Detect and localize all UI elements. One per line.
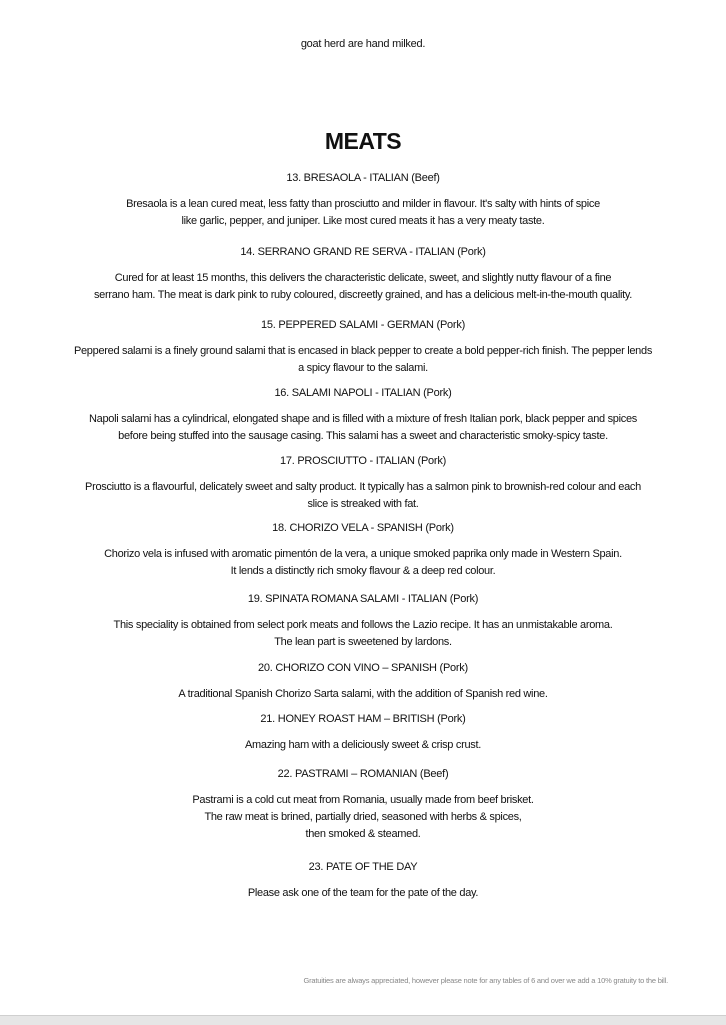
menu-item <box>0 660 726 703</box>
item-description <box>0 479 726 513</box>
continued-text: goat herd are hand milked. <box>300 38 426 50</box>
item-heading: 19. SPINATA ROMANA SALAMI - ITALIAN (Pork) <box>247 593 479 605</box>
description-line: before being stuffed into the sausage casing. This salami has a sweet and characteristic smoky-spicy taste. <box>118 430 608 442</box>
description-line: Amazing ham with a deliciously sweet & crisp crust. <box>245 739 481 751</box>
item-heading: 17. PROSCIUTTO - ITALIAN (Pork) <box>279 455 447 467</box>
description-line: Please ask one of the team for the pate of the day. <box>247 887 479 899</box>
description-line: a spicy flavour to the salami. <box>298 362 428 374</box>
menu-item <box>0 244 726 304</box>
item-description <box>0 196 726 230</box>
menu-item <box>0 453 726 513</box>
menu-item <box>0 520 726 580</box>
item-heading: 23. PATE OF THE DAY <box>308 861 418 873</box>
description-line: like garlic, pepper, and juniper. Like most cured meats it has a very meaty taste. <box>181 215 545 227</box>
item-description <box>0 792 726 843</box>
gratuity-note: Gratuities are always appreciated, however please note for any tables of 6 and over we add a 10% gratuity to the bill. <box>303 976 668 985</box>
item-heading: 13. BRESAOLA - ITALIAN (Beef) <box>286 172 440 184</box>
description-line: Bresaola is a lean cured meat, less fatty than prosciutto and milder in flavour. It's salty with hints of spice <box>126 198 600 210</box>
menu-item <box>0 711 726 754</box>
description-line: slice is streaked with fat. <box>307 498 419 510</box>
description-line: then smoked & steamed. <box>305 828 421 840</box>
item-heading: 18. CHORIZO VELA - SPANISH (Pork) <box>272 522 454 534</box>
description-line: Napoli salami has a cylindrical, elongated shape and is filled with a mixture of fresh Italian pork, black pepper and spices <box>89 413 637 425</box>
menu-item <box>0 170 726 230</box>
description-line: It lends a distinctly rich smoky flavour & a deep red colour. <box>230 565 496 577</box>
description-line: Cured for at least 15 months, this delivers the characteristic delicate, sweet, and slightly nutty flavour of a fine <box>114 272 612 284</box>
item-description <box>0 686 726 703</box>
description-line: This speciality is obtained from select pork meats and follows the Lazio recipe. It has an unmistakable aroma. <box>113 619 613 631</box>
item-heading: 15. PEPPERED SALAMI - GERMAN (Pork) <box>261 319 465 331</box>
menu-item <box>0 385 726 445</box>
item-description <box>0 270 726 304</box>
item-description <box>0 737 726 754</box>
description-line: The raw meat is brined, partially dried, seasoned with herbs & spices, <box>204 811 522 823</box>
menu-item <box>0 317 726 377</box>
description-line: A traditional Spanish Chorizo Sarta salami, with the addition of Spanish red wine. <box>178 688 548 700</box>
description-line: Prosciutto is a flavourful, delicately sweet and salty product. It typically has a salmon pink to brownish-red colour and each <box>85 481 641 493</box>
item-heading: 16. SALAMI NAPOLI - ITALIAN (Pork) <box>274 387 452 399</box>
menu-item <box>0 766 726 843</box>
item-description <box>0 546 726 580</box>
item-description <box>0 411 726 445</box>
section-title: MEATS <box>324 128 402 154</box>
description-line: Peppered salami is a finely ground salami that is encased in black pepper to create a bold pepper-rich finish. The pepper lends <box>73 345 653 357</box>
item-description <box>0 617 726 651</box>
item-description <box>0 343 726 377</box>
item-description <box>0 885 726 902</box>
description-line: Pastrami is a cold cut meat from Romania, usually made from beef brisket. <box>192 794 534 806</box>
menu-item <box>0 591 726 651</box>
description-line: The lean part is sweetened by lardons. <box>274 636 452 648</box>
description-line: Chorizo vela is infused with aromatic pimentón de la vera, a unique smoked paprika only made in Western Spain. <box>104 548 622 560</box>
description-line: serrano ham. The meat is dark pink to ruby coloured, discreetly grained, and has a delicious melt-in-the-mouth quality. <box>93 289 632 301</box>
item-heading: 22. PASTRAMI – ROMANIAN (Beef) <box>277 768 449 780</box>
item-heading: 20. CHORIZO CON VINO – SPANISH (Pork) <box>258 662 468 674</box>
menu-item <box>0 859 726 902</box>
item-heading: 14. SERRANO GRAND RE SERVA - ITALIAN (Pork) <box>240 246 486 258</box>
item-heading: 21. HONEY ROAST HAM – BRITISH (Pork) <box>260 713 466 725</box>
